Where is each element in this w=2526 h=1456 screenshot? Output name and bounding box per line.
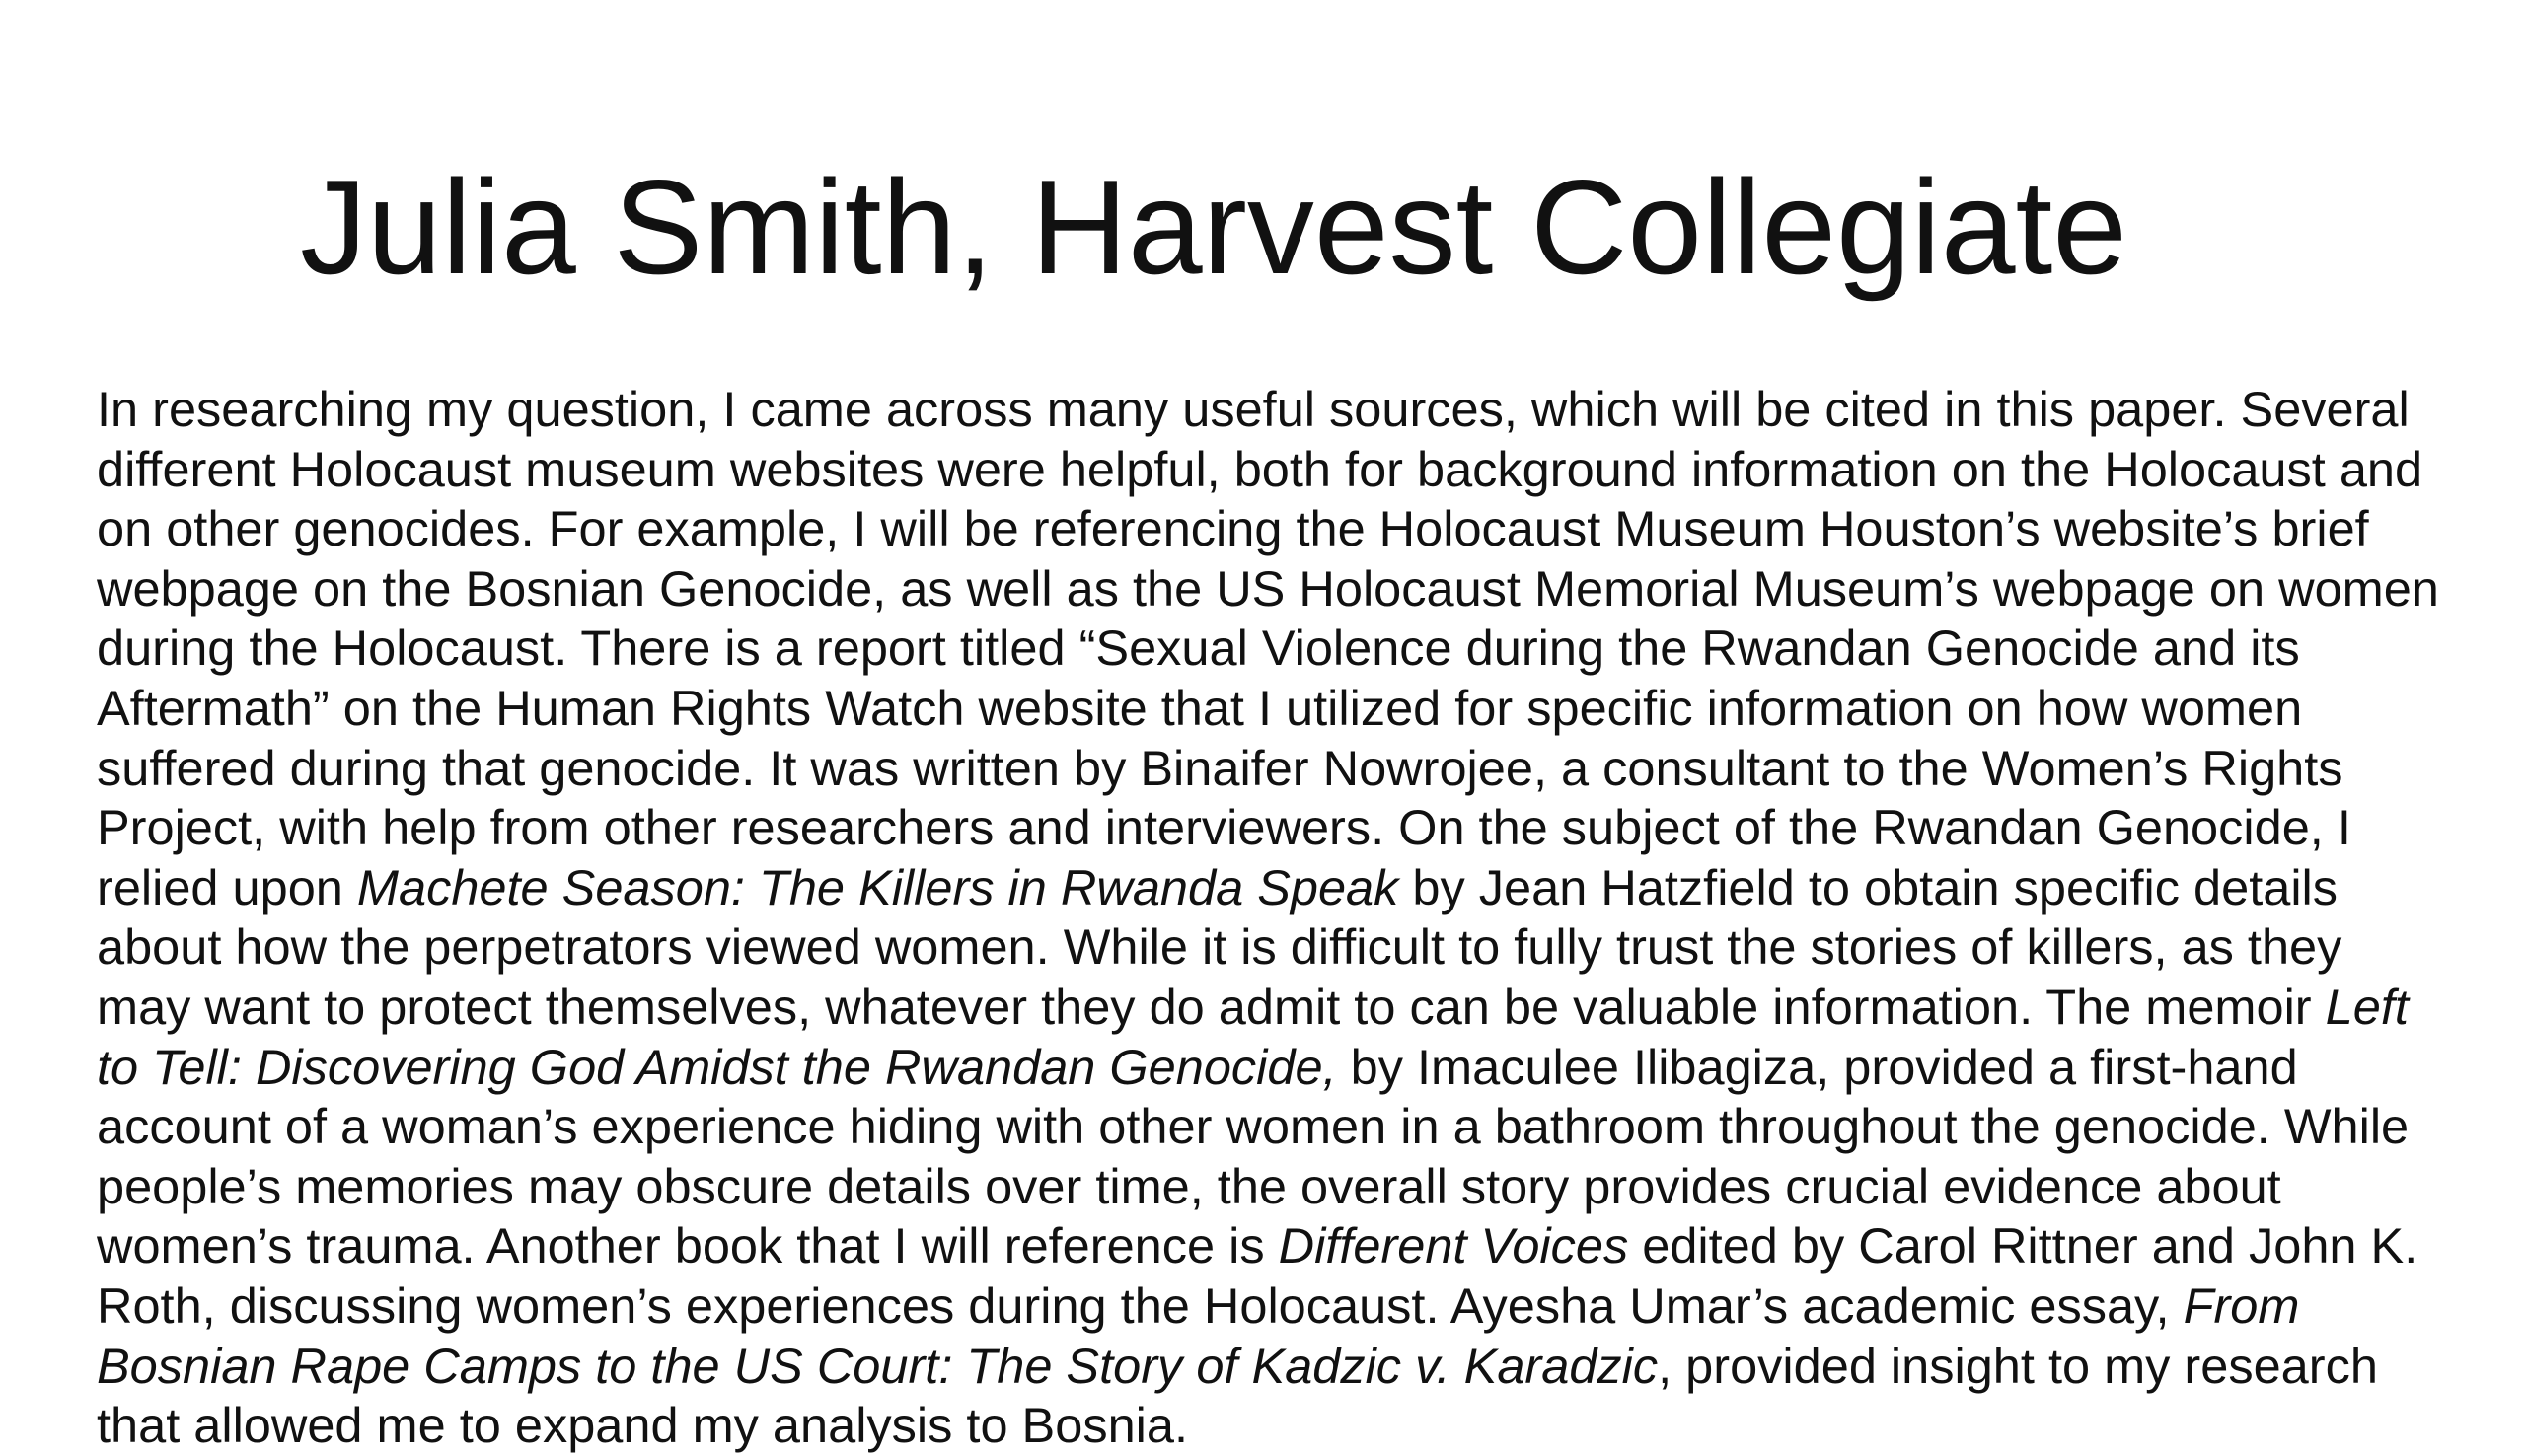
paragraph-line (97, 619, 2465, 679)
line-text: relied upon (97, 858, 357, 915)
italic-title-text: Bosnian Rape Camps to the US Court: The Story of Kadzic v. Karadzic (97, 1337, 1659, 1394)
body-paragraph (97, 380, 2465, 1456)
italic-title-text: Machete Season: The Killers in Rwanda Speak (356, 858, 1399, 915)
line-text: In researching my question, I came across many useful sources, which will be cited in this paper. Several (97, 381, 2410, 437)
line-text: women’s trauma. Another book that I will reference is (97, 1217, 1279, 1274)
page-title (0, 148, 2526, 306)
paragraph-line (97, 739, 2465, 799)
line-text: , provided insight to my research (1658, 1337, 2378, 1394)
italic-title-text: Different Voices (1278, 1217, 1629, 1274)
paragraph-line (97, 1097, 2465, 1157)
paragraph-line (97, 798, 2465, 858)
paragraph-line (97, 858, 2465, 918)
italic-title-text: Left (2325, 978, 2409, 1035)
paragraph-line (97, 1157, 2465, 1217)
line-text: people’s memories may obscure details over time, the overall story provides crucial evidence about (97, 1157, 2281, 1214)
line-text: Project, with help from other researchers and interviewers. On the subject of the Rwandan Genocide, I (97, 799, 2351, 856)
line-text: different Holocaust museum websites were helpful, both for background information on the Holocaust and (97, 440, 2423, 497)
paragraph-line (97, 679, 2465, 739)
line-text: Aftermath” on the Human Rights Watch website that I utilized for specific information on how women (97, 679, 2303, 736)
line-text: by Jean Hatzfield to obtain specific details (1398, 858, 2339, 915)
paragraph-line (97, 1216, 2465, 1276)
line-text: account of a woman’s experience hiding with other women in a bathroom throughout the genocide. While (97, 1098, 2410, 1155)
line-text: that allowed me to expand my analysis to Bosnia. (97, 1397, 1188, 1454)
page-title-text: Julia Smith, Harvest Collegiate (300, 152, 2127, 302)
paragraph-line (97, 1276, 2465, 1337)
paragraph-line (97, 559, 2465, 619)
paragraph-line (97, 1337, 2465, 1397)
line-text: webpage on the Bosnian Genocide, as well as the US Holocaust Memorial Museum’s webpage on women (97, 559, 2439, 617)
italic-title-text: to Tell: Discovering God Amidst the Rwandan Genocide, (97, 1038, 1337, 1095)
paragraph-line (97, 440, 2465, 500)
line-text: during the Holocaust. There is a report titled “Sexual Violence during the Rwandan Genocide and its (97, 619, 2300, 677)
line-text: on other genocides. For example, I will be referencing the Holocaust Museum Houston’s website’s brief (97, 500, 2369, 557)
line-text: may want to protect themselves, whatever they do admit to can be valuable information. The memoir (97, 978, 2326, 1035)
line-text: Roth, discussing women’s experiences during the Holocaust. Ayesha Umar’s academic essay, (97, 1276, 2184, 1334)
paragraph-line (97, 1396, 2465, 1456)
line-text: by Imaculee Ilibagiza, provided a first-hand (1336, 1038, 2298, 1095)
paragraph-line (97, 499, 2465, 559)
paragraph-line (97, 978, 2465, 1038)
paragraph-line (97, 380, 2465, 440)
italic-title-text: From (2183, 1276, 2300, 1334)
line-text: suffered during that genocide. It was written by Binaifer Nowrojee, a consultant to the Women’s Rights (97, 739, 2343, 796)
paragraph-line (97, 1038, 2465, 1098)
line-text: edited by Carol Rittner and John K. (1628, 1217, 2418, 1274)
line-text: about how the perpetrators viewed women. While it is difficult to fully trust the stories of killers, as they (97, 918, 2342, 976)
paragraph-line (97, 917, 2465, 978)
